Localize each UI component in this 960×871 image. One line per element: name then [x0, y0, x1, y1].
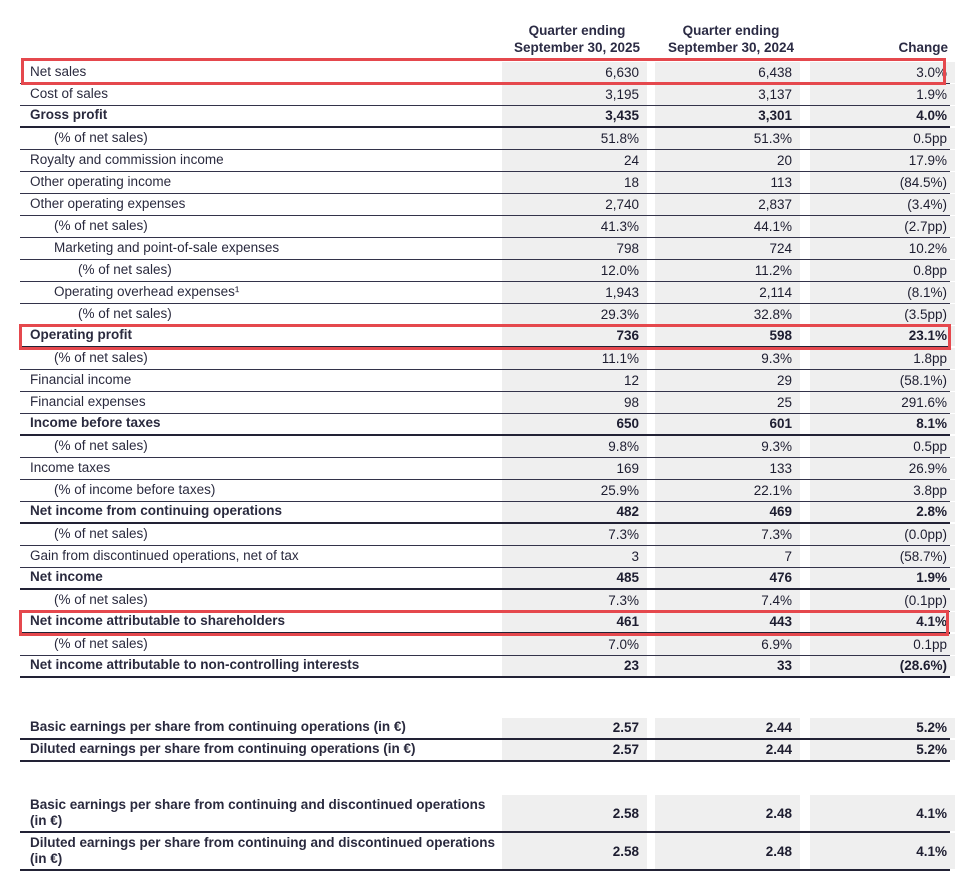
value-2024: 2,114	[655, 282, 800, 303]
row-label: Royalty and commission income	[30, 152, 224, 167]
value-2024: 2.44	[655, 718, 800, 738]
value-2025: 24	[502, 150, 647, 171]
row-label: Net sales	[30, 64, 87, 79]
table-row	[20, 326, 950, 348]
value-2024: 113	[655, 172, 800, 193]
row-label: (% of net sales)	[54, 218, 148, 233]
value-2025: 461	[502, 612, 647, 632]
value-2025: 3	[502, 546, 647, 567]
value-2025: 18	[502, 172, 647, 193]
value-2024: 2.44	[655, 740, 800, 760]
value-2024: 9.3%	[655, 348, 800, 369]
table-row	[20, 833, 950, 871]
value-2024: 469	[655, 502, 800, 522]
value-change: 0.5pp	[810, 128, 955, 149]
value-2024: 33	[655, 656, 800, 676]
row-label: (% of net sales)	[54, 592, 148, 607]
value-2025: 2.58	[502, 833, 647, 869]
value-2024: 51.3%	[655, 128, 800, 149]
row-label: (% of net sales)	[54, 526, 148, 541]
value-2024: 22.1%	[655, 480, 800, 501]
value-2024: 2,837	[655, 194, 800, 215]
header-change: Change	[898, 40, 948, 55]
table-row	[20, 62, 950, 84]
value-change: (58.1%)	[810, 370, 955, 391]
value-2025: 12.0%	[502, 260, 647, 281]
table-row	[20, 304, 950, 326]
table-row	[20, 458, 950, 480]
table-row	[20, 524, 950, 546]
value-2024: 133	[655, 458, 800, 479]
value-2025: 3,435	[502, 106, 647, 126]
table-row	[20, 106, 950, 128]
value-2025: 485	[502, 568, 647, 588]
value-2025: 2,740	[502, 194, 647, 215]
value-change: 5.2%	[810, 740, 955, 760]
value-2024: 7.4%	[655, 590, 800, 611]
row-label: Net income attributable to shareholders	[30, 613, 286, 628]
value-change: 0.1pp	[810, 634, 955, 655]
row-label: Other operating expenses	[30, 196, 186, 211]
value-change: (2.7pp)	[810, 216, 955, 237]
row-label: Income taxes	[30, 460, 111, 475]
header-q3-2025: Quarter ending September 30, 2025	[513, 23, 641, 55]
value-2025: 7.3%	[502, 590, 647, 611]
table-row	[20, 546, 950, 568]
value-2024: 2.48	[655, 795, 800, 831]
value-2024: 20	[655, 150, 800, 171]
value-2025: 7.3%	[502, 524, 647, 545]
value-2025: 41.3%	[502, 216, 647, 237]
row-label: (% of income before taxes)	[54, 482, 216, 497]
value-change: 4.1%	[810, 612, 955, 632]
row-label: (% of net sales)	[54, 130, 148, 145]
value-2025: 736	[502, 326, 647, 346]
value-2025: 650	[502, 414, 647, 434]
table-row	[20, 612, 950, 634]
value-2024: 2.48	[655, 833, 800, 869]
section-spacer	[20, 762, 950, 795]
value-2024: 601	[655, 414, 800, 434]
row-label: Other operating income	[30, 174, 172, 189]
value-change: 3.8pp	[810, 480, 955, 501]
value-2024: 3,137	[655, 84, 800, 105]
value-change: 1.9%	[810, 568, 955, 588]
value-2025: 798	[502, 238, 647, 259]
row-label: Basic earnings per share from continuing operations (in €)	[30, 719, 406, 734]
value-2025: 3,195	[502, 84, 647, 105]
value-2024: 25	[655, 392, 800, 413]
table-row	[20, 84, 950, 106]
value-2024: 598	[655, 326, 800, 346]
value-2025: 23	[502, 656, 647, 676]
table-row	[20, 238, 950, 260]
table-row	[20, 740, 950, 762]
value-2024: 9.3%	[655, 436, 800, 457]
value-change: 5.2%	[810, 718, 955, 738]
value-change: 0.8pp	[810, 260, 955, 281]
value-2025: 482	[502, 502, 647, 522]
table-row	[20, 172, 950, 194]
value-2025: 6,630	[502, 62, 647, 83]
table-body	[20, 62, 950, 871]
row-label: (% of net sales)	[54, 438, 148, 453]
table-row	[20, 480, 950, 502]
value-2024: 11.2%	[655, 260, 800, 281]
value-change: 4.1%	[810, 833, 955, 869]
row-label: Operating profit	[30, 327, 132, 342]
value-2025: 1,943	[502, 282, 647, 303]
row-label: Net income	[30, 569, 103, 584]
value-2024: 7	[655, 546, 800, 567]
row-label: (% of net sales)	[78, 262, 172, 277]
table-row	[20, 260, 950, 282]
table-row	[20, 282, 950, 304]
row-label: (% of net sales)	[78, 306, 172, 321]
row-label: Financial expenses	[30, 394, 146, 409]
value-change: 10.2%	[810, 238, 955, 259]
table-row	[20, 502, 950, 524]
value-change: (58.7%)	[810, 546, 955, 567]
table-row	[20, 568, 950, 590]
value-2024: 44.1%	[655, 216, 800, 237]
value-change: 17.9%	[810, 150, 955, 171]
row-label: Cost of sales	[30, 86, 109, 101]
value-2025: 29.3%	[502, 304, 647, 325]
value-2025: 9.8%	[502, 436, 647, 457]
value-2025: 12	[502, 370, 647, 391]
value-2025: 2.58	[502, 795, 647, 831]
row-label: Income before taxes	[30, 415, 161, 430]
value-2024: 724	[655, 238, 800, 259]
table-row	[20, 436, 950, 458]
value-change: 4.1%	[810, 795, 955, 831]
row-label: Diluted earnings per share from continuing operations (in €)	[30, 741, 416, 756]
value-2024: 7.3%	[655, 524, 800, 545]
value-change: 2.8%	[810, 502, 955, 522]
value-2025: 51.8%	[502, 128, 647, 149]
value-2025: 7.0%	[502, 634, 647, 655]
value-change: 8.1%	[810, 414, 955, 434]
row-label: Basic earnings per share from continuing and discontinued operations (in €)	[30, 797, 486, 828]
table-row	[20, 150, 950, 172]
value-change: 291.6%	[810, 392, 955, 413]
value-2025: 98	[502, 392, 647, 413]
table-row	[20, 348, 950, 370]
row-label: Diluted earnings per share from continuing and discontinued operations (in €)	[30, 835, 496, 866]
row-label: Net income attributable to non-controlling interests	[30, 657, 360, 672]
value-change: 1.8pp	[810, 348, 955, 369]
table-row	[20, 414, 950, 436]
header-q3-2024: Quarter ending September 30, 2024	[667, 23, 795, 55]
value-2024: 29	[655, 370, 800, 391]
value-2025: 169	[502, 458, 647, 479]
table-row	[20, 718, 950, 740]
table-row	[20, 370, 950, 392]
row-label: (% of net sales)	[54, 636, 148, 651]
value-2025: 2.57	[502, 718, 647, 738]
table-row	[20, 194, 950, 216]
value-change: (0.0pp)	[810, 524, 955, 545]
row-label: Financial income	[30, 372, 132, 387]
value-change: (8.1%)	[810, 282, 955, 303]
table-row	[20, 634, 950, 656]
value-2024: 6.9%	[655, 634, 800, 655]
value-change: (0.1pp)	[810, 590, 955, 611]
row-label: Marketing and point-of-sale expenses	[54, 240, 280, 255]
row-label: (% of net sales)	[54, 350, 148, 365]
value-2024: 476	[655, 568, 800, 588]
row-label: Gain from discontinued operations, net of tax	[30, 548, 299, 563]
value-change: 0.5pp	[810, 436, 955, 457]
table-row	[20, 795, 950, 833]
value-2025: 11.1%	[502, 348, 647, 369]
value-change: 4.0%	[810, 106, 955, 126]
table-header	[20, 0, 950, 62]
table-row	[20, 656, 950, 678]
value-2024: 443	[655, 612, 800, 632]
value-change: (84.5%)	[810, 172, 955, 193]
table-row	[20, 392, 950, 414]
value-change: (28.6%)	[810, 656, 955, 676]
row-label: Net income from continuing operations	[30, 503, 283, 518]
value-change: 3.0%	[810, 62, 955, 83]
value-change: 23.1%	[810, 326, 955, 346]
table-row	[20, 590, 950, 612]
table-row	[20, 128, 950, 150]
row-label: Operating overhead expenses¹	[54, 284, 240, 299]
section-spacer	[20, 678, 950, 718]
value-2024: 32.8%	[655, 304, 800, 325]
value-2025: 25.9%	[502, 480, 647, 501]
value-change: (3.4%)	[810, 194, 955, 215]
income-statement-table	[20, 0, 950, 871]
value-change: 26.9%	[810, 458, 955, 479]
value-2024: 6,438	[655, 62, 800, 83]
value-2025: 2.57	[502, 740, 647, 760]
row-label: Gross profit	[30, 107, 108, 122]
table-row	[20, 216, 950, 238]
value-change: 1.9%	[810, 84, 955, 105]
value-change: (3.5pp)	[810, 304, 955, 325]
value-2024: 3,301	[655, 106, 800, 126]
